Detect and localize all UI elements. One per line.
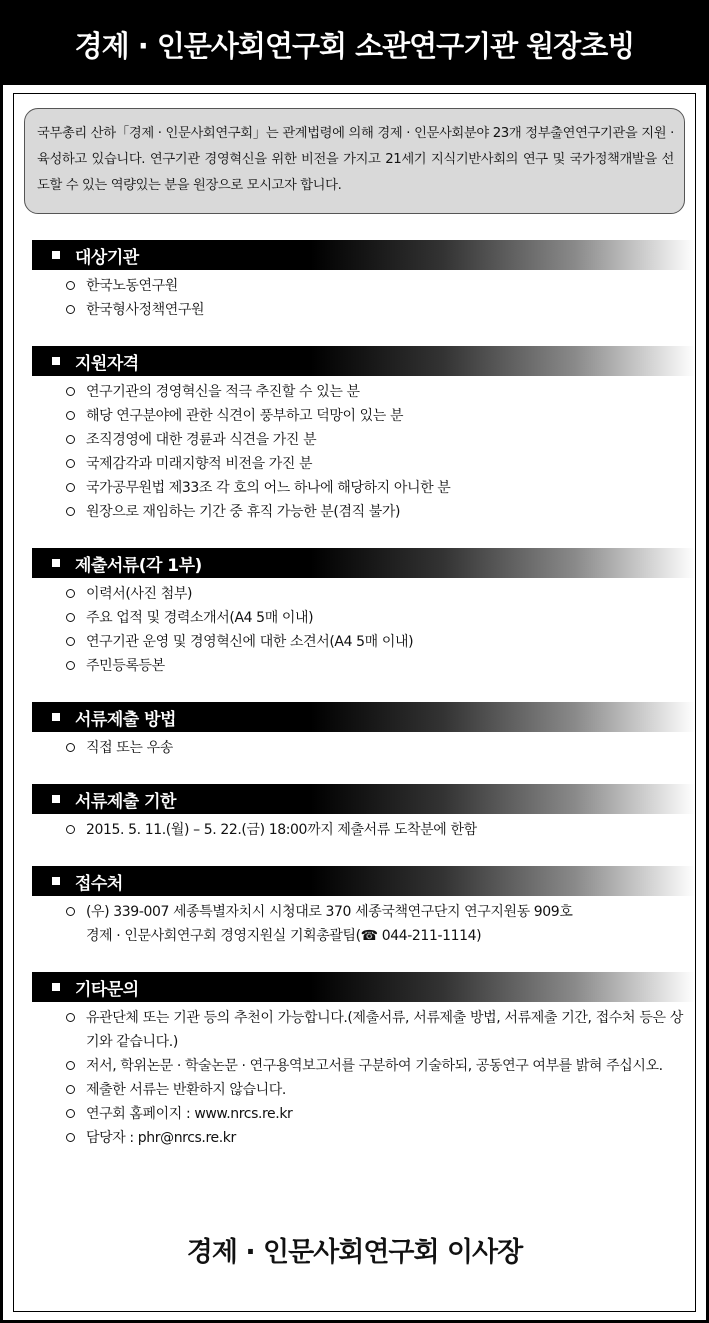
list-item: 국제감각과 미래지향적 비전을 가진 분 xyxy=(66,452,683,476)
section-header xyxy=(32,240,695,270)
list-item: 주요 업적 및 경력소개서(A4 5매 이내) xyxy=(66,606,683,630)
section-title: 서류제출 기한 xyxy=(75,791,176,812)
circle-bullet-icon xyxy=(66,281,75,290)
square-bullet-icon xyxy=(52,251,60,259)
section-header xyxy=(32,972,695,1002)
contact-email[interactable]: 담당자 : phr@nrcs.re.kr xyxy=(86,1130,236,1146)
list-item: 한국노동연구원 xyxy=(66,274,683,298)
section-reception xyxy=(14,866,695,948)
list-item: 유관단체 또는 기관 등의 추천이 가능합니다.(제출서류, 서류제출 방법, 서류제출 기간, 접수처 등은 상기와 같습니다.) xyxy=(66,1006,683,1054)
circle-bullet-icon xyxy=(66,1013,75,1022)
list-item: 연구기관의 경영혁신을 적극 추진할 수 있는 분 xyxy=(66,380,683,404)
circle-bullet-icon xyxy=(66,387,75,396)
list-item: 제출한 서류는 반환하지 않습니다. xyxy=(66,1078,683,1102)
square-bullet-icon xyxy=(52,983,60,991)
signature: 경제 · 인문사회연구회 이사장 xyxy=(186,1237,523,1268)
circle-bullet-icon xyxy=(66,1133,75,1142)
page-title: 경제 · 인문사회연구회 소관연구기관 원장초빙 xyxy=(3,3,706,85)
list-item: 저서, 학위논문 · 학술논문 · 연구용역보고서를 구분하여 기술하되, 공동연구 여부를 밝혀 주십시오. xyxy=(66,1054,683,1078)
list-item: 원장으로 재임하는 기간 중 휴직 가능한 분(겸직 불가) xyxy=(66,500,683,524)
list-item xyxy=(66,1102,683,1126)
list-item xyxy=(66,900,683,948)
square-bullet-icon xyxy=(52,357,60,365)
circle-bullet-icon xyxy=(66,613,75,622)
section-header xyxy=(32,346,695,376)
list-item: 조직경영에 대한 경륜과 식견을 가진 분 xyxy=(66,428,683,452)
list-item: 한국형사정책연구원 xyxy=(66,298,683,322)
section-title: 대상기관 xyxy=(75,247,139,268)
section-header xyxy=(32,866,695,896)
section-title: 서류제출 방법 xyxy=(75,709,176,730)
list-item: 주민등록등본 xyxy=(66,654,683,678)
section-title: 기타문의 xyxy=(75,979,139,1000)
circle-bullet-icon xyxy=(66,589,75,598)
square-bullet-icon xyxy=(52,713,60,721)
square-bullet-icon xyxy=(52,877,60,885)
item-list xyxy=(14,818,695,842)
circle-bullet-icon xyxy=(66,637,75,646)
circle-bullet-icon xyxy=(66,1085,75,1094)
section-title: 제출서류(각 1부) xyxy=(75,555,202,576)
section-target-institutions xyxy=(14,240,695,322)
section-header xyxy=(32,548,695,578)
square-bullet-icon xyxy=(52,559,60,567)
circle-bullet-icon xyxy=(66,305,75,314)
list-item: 이력서(사진 첨부) xyxy=(66,582,683,606)
item-list xyxy=(14,1006,695,1150)
section-header xyxy=(32,702,695,732)
section-title: 접수처 xyxy=(75,873,123,894)
circle-bullet-icon xyxy=(66,743,75,752)
list-item: 연구기관 운영 및 경영혁신에 대한 소견서(A4 5매 이내) xyxy=(66,630,683,654)
section-submission-deadline xyxy=(14,784,695,842)
section-title: 지원자격 xyxy=(75,353,139,374)
reception-address: (우) 339-007 세종특별자치시 시청대로 370 세종국책연구단지 연구지원동 909호 xyxy=(86,904,573,920)
circle-bullet-icon xyxy=(66,411,75,420)
list-item: 국가공무원법 제33조 각 호의 어느 하나에 해당하지 아니한 분 xyxy=(66,476,683,500)
circle-bullet-icon xyxy=(66,661,75,670)
homepage-link[interactable]: 연구회 홈페이지 : www.nrcs.re.kr xyxy=(86,1106,293,1122)
circle-bullet-icon xyxy=(66,1061,75,1070)
section-qualifications xyxy=(14,346,695,524)
content-frame xyxy=(13,93,696,1312)
list-item xyxy=(66,1126,683,1150)
list-item: 2015. 5. 11.(월) – 5. 22.(금) 18:00까지 제출서류 도착분에 한함 xyxy=(66,818,683,842)
section-submission-method xyxy=(14,702,695,760)
circle-bullet-icon xyxy=(66,435,75,444)
square-bullet-icon xyxy=(52,795,60,803)
item-list xyxy=(14,582,695,678)
list-item: 해당 연구분야에 관한 식견이 풍부하고 덕망이 있는 분 xyxy=(66,404,683,428)
section-header xyxy=(32,784,695,814)
intro-box: 국무총리 산하「경제 · 인문사회연구회」는 관계법령에 의해 경제 · 인문사회분야 23개 정부출연연구기관을 지원 · 육성하고 있습니다. 연구기관 경영혁신을 위한 비전을 가지고 21세기 지식기반사회의 연구 및 국가정책개발을 선도할 수 있는 역량있는 분을 원장으로 모시고자 합니다. xyxy=(24,108,685,214)
item-list xyxy=(14,380,695,524)
list-item: 직접 또는 우송 xyxy=(66,736,683,760)
circle-bullet-icon xyxy=(66,1109,75,1118)
item-list xyxy=(14,274,695,322)
item-list xyxy=(14,900,695,948)
circle-bullet-icon xyxy=(66,507,75,516)
reception-contact: 경제 · 인문사회연구회 경영지원실 기획총괄팀(☎ 044-211-1114) xyxy=(86,928,482,944)
section-other-inquiries xyxy=(14,972,695,1150)
circle-bullet-icon xyxy=(66,825,75,834)
section-documents xyxy=(14,548,695,678)
circle-bullet-icon xyxy=(66,459,75,468)
circle-bullet-icon xyxy=(66,907,75,916)
item-list xyxy=(14,736,695,760)
circle-bullet-icon xyxy=(66,483,75,492)
